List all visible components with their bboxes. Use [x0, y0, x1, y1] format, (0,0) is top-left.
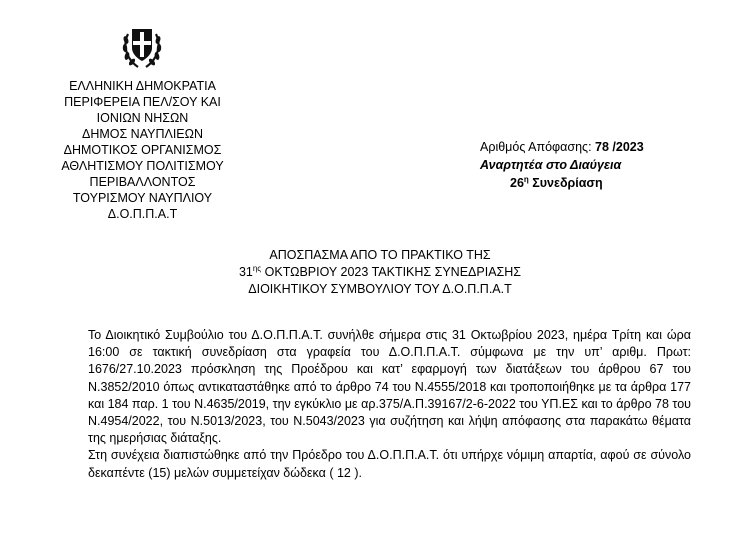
issuer-line: ΔΗΜΟΣ ΝΑΥΠΛΙΕΩΝ: [81, 127, 204, 141]
heading-line-3: ΔΙΟΙΚΗΤΙΚΟΥ ΣΥΜΒΟΥΛΙΟΥ ΤΟΥ Δ.Ο.Π.Π.Α.Τ: [248, 282, 512, 296]
heading-line-1: ΑΠΟΣΠΑΣΜΑ ΑΠΟ ΤΟ ΠΡΑΚΤΙΚΟ ΤΗΣ: [269, 248, 491, 262]
issuer-block: [40, 78, 245, 222]
paragraph-quorum: Στη συνέχεια διαπιστώθηκε από την Πρόεδρο του Δ.Ο.Π.Π.Α.Τ. ότι υπήρχε νόμιμη απαρτία, αφού σε σύνολο δεκαπέντε (15) μελών συμμετείχαν δώδεκα ( 12 ).: [88, 448, 691, 480]
decision-meta: [470, 138, 690, 192]
issuer-line: ΠΕΡΙΦΕΡΕΙΑ ΠΕΛ/ΣΟΥ ΚΑΙ: [64, 95, 221, 109]
decision-number: [470, 138, 690, 156]
issuer-line: Δ.Ο.Π.Π.Α.Τ: [107, 207, 178, 221]
extract-heading: [170, 247, 590, 298]
greek-coat-of-arms-icon: [120, 22, 164, 72]
minutes-body: [88, 327, 691, 482]
issuer-line: ΠΕΡΙΒΑΛΛΟΝΤΟΣ: [89, 175, 196, 189]
issuer-line: ΙΟΝΙΩΝ ΝΗΣΩΝ: [96, 111, 189, 125]
heading-line-2: $31^{\eta\varsigma}$ ΟΚΤΩΒΡΙΟΥ 2023 ΤΑΚΤΙΚΗΣ ΣΥΝΕΔΡΙΑΣΗΣ: [238, 264, 522, 279]
decision-number-value: 78 /2023: [595, 140, 644, 154]
issuer-line: ΤΟΥΡΙΣΜΟΥ ΝΑΥΠΛΙΟΥ: [72, 191, 213, 205]
paragraph-meeting-details: Το Διοικητικό Συμβούλιο του Δ.Ο.Π.Π.Α.Τ. συνήλθε σήμερα στις 31 Οκτωβρίου 2023, ημέρα Τρίτη και ώρα 16:00 σε τακτική συνεδρίαση στα γραφεία του Δ.Ο.Π.Π.Α.Τ. σύμφωνα με την υπ’ αριθμ. Πρωτ: 1676/27.10.2023 πρόσκληση της Προέδρου και κατ’ εφαρμογή των διατάξεων του άρθρου 67 του Ν.3852/2010 όπως αντικαταστάθηκε από το άρθρο 74 του Ν.4555/2018 και τροποποιήθηκε με τα άρθρα 177 και 184 παρ. 1 του Ν.4635/2019, την εγκύκλιο με αρ.375/Α.Π.39167/2-6-2022 του ΥΠ.ΕΣ και το άρθρο 78 του Ν.4954/2022, του Ν.5013/2023, του Ν.5043/2023 για συζήτηση και λήψη απόφασης στα παρακάτω θέματα της ημερήσιας διάταξης.: [88, 328, 691, 446]
publish-note: Αναρτητέα στο Διαύγεια: [480, 158, 622, 172]
session-number: $26^\eta$ Συνεδρίαση: [510, 175, 603, 190]
issuer-line: ΑΘΛΗΤΙΣΜΟΥ ΠΟΛΙΤΙΣΜΟΥ: [61, 159, 224, 173]
decision-number-label: Αριθμός Απόφασης:: [480, 140, 592, 154]
issuer-line: ΔΗΜΟΤΙΚΟΣ ΟΡΓΑΝΙΣΜΟΣ: [63, 143, 222, 157]
issuer-line: ΕΛΛΗΝΙΚΗ ΔΗΜΟΚΡΑΤΙΑ: [69, 79, 216, 93]
